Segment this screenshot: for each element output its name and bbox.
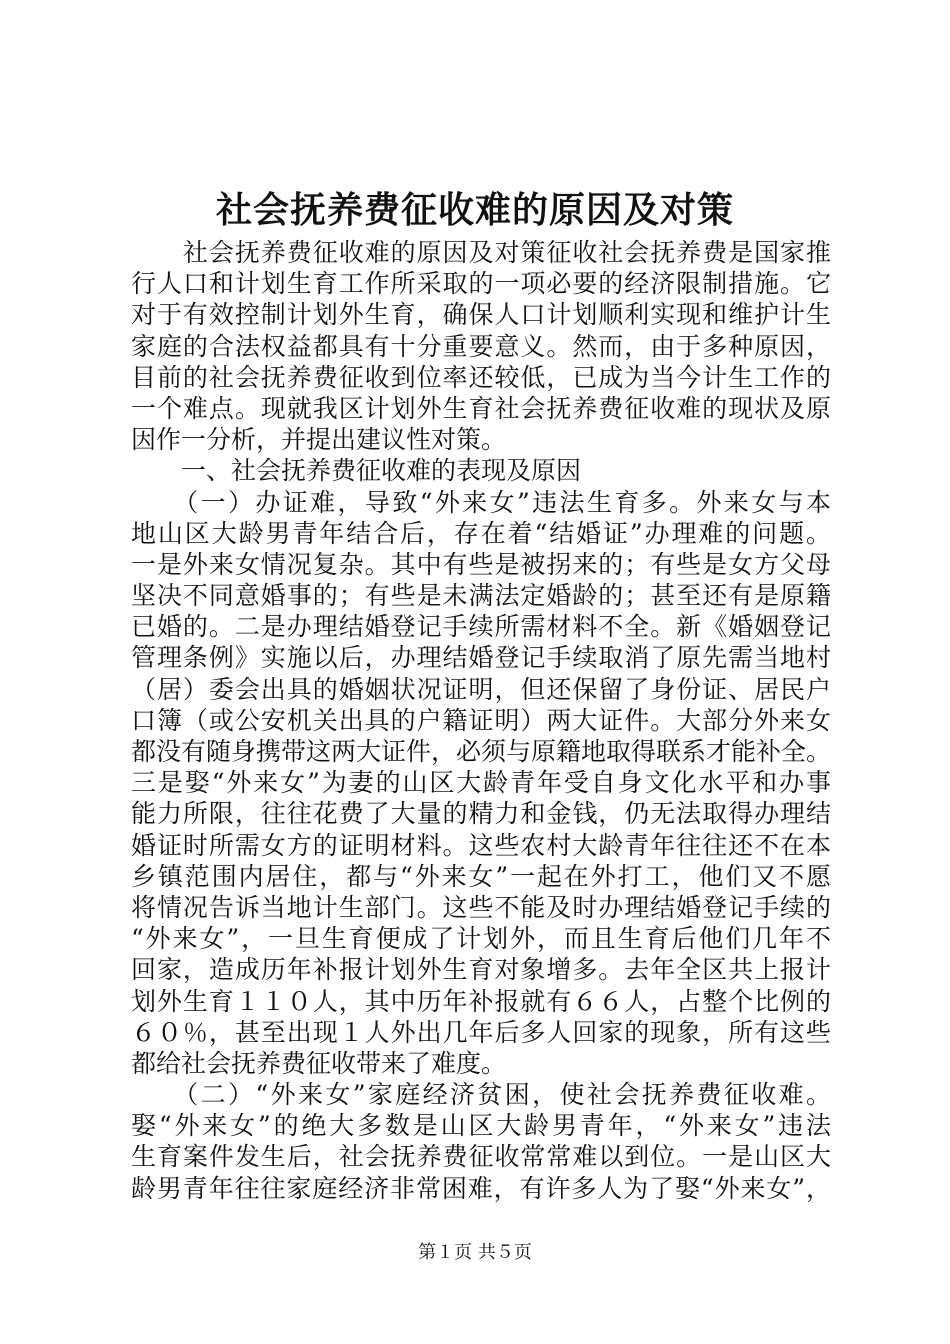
body-line: 都没有随身携带这两大证件，必须与原籍地取得联系才能补全。 — [131, 737, 832, 766]
body-line: 一个难点。现就我区计划外生育社会抚养费征收难的现状及原 — [131, 393, 831, 423]
body-line: （一）办证难，导致“外来女”违法生育多。外来女与本 — [131, 487, 831, 517]
body-line: 管理条例》实施以后，办理结婚登记手续取消了原先需当地村 — [131, 643, 831, 673]
body-line: 因作一分析，并提出建议性对策。 — [131, 425, 507, 455]
document-title: 社会抚养费征收难的原因及对策 — [215, 189, 734, 231]
body-line: 能力所限，往往花费了大量的精力和金钱，仍无法取得办理结 — [131, 799, 831, 829]
document-body — [131, 237, 831, 1204]
body-line: 地山区大龄男青年结合后，存在着“结婚证”办理难的问题。 — [131, 518, 831, 548]
body-line: 一是外来女情况复杂。其中有些是被拐来的；有些是女方父母 — [131, 549, 831, 579]
body-line: 婚证时所需女方的证明材料。这些农村大龄青年往往还不在本 — [131, 830, 831, 860]
body-line: 三是娶“外来女”为妻的山区大龄青年受自身文化水平和办事 — [131, 768, 831, 798]
page-footer: 第１页 共５页 — [418, 1242, 532, 1263]
body-line: （居）委会出具的婚姻状况证明，但还保留了身份证、居民户 — [131, 674, 831, 704]
body-line: 乡镇范围内居住，都与“外来女”一起在外打工，他们又不愿 — [131, 861, 831, 891]
body-line: 坚决不同意婚事的；有些是未满法定婚龄的；甚至还有是原籍 — [131, 581, 831, 611]
body-line: 对于有效控制计划外生育，确保人口计划顺利实现和维护计生 — [131, 300, 831, 330]
body-line: 口簿（或公安机关出具的户籍证明）两大证件。大部分外来女 — [131, 705, 831, 735]
body-line: 社会抚养费征收难的原因及对策征收社会抚养费是国家推 — [131, 238, 831, 267]
body-line: 行人口和计划生育工作所采取的一项必要的经济限制措施。它 — [131, 269, 831, 299]
body-line: 龄男青年往往家庭经济非常困难，有许多人为了娶“外来女”， — [131, 1173, 831, 1203]
body-line: 回家，造成历年补报计划外生育对象增多。去年全区共上报计 — [131, 955, 831, 985]
body-line: 目前的社会抚养费征收到位率还较低，已成为当今计生工作的 — [131, 362, 831, 392]
body-line: 已婚的。二是办理结婚登记手续所需材料不全。新《婚姻登记 — [131, 612, 831, 642]
body-line: 娶“外来女”的绝大多数是山区大龄男青年，“外来女”违法 — [131, 1111, 831, 1141]
section-heading: 一、社会抚养费征收难的表现及原因 — [131, 456, 582, 486]
body-line: 将情况告诉当地计生部门。这些不能及时办理结婚登记手续的 — [131, 892, 831, 922]
body-line: “外来女”，一旦生育便成了计划外，而且生育后他们几年不 — [131, 924, 831, 954]
body-line: 都给社会抚养费征收带来了难度。 — [131, 1048, 507, 1078]
body-line: （二）“外来女”家庭经济贫困，使社会抚养费征收难。 — [131, 1080, 831, 1110]
body-line: 划外生育１１０人，其中历年补报就有６６人，占整个比例的 — [131, 986, 831, 1016]
body-line: 生育案件发生后，社会抚养费征收常常难以到位。一是山区大 — [131, 1142, 831, 1172]
body-line: 家庭的合法权益都具有十分重要意义。然而，由于多种原因， — [131, 331, 831, 361]
body-line: ６０％，甚至出现１人外出几年后多人回家的现象，所有这些 — [131, 1017, 831, 1047]
